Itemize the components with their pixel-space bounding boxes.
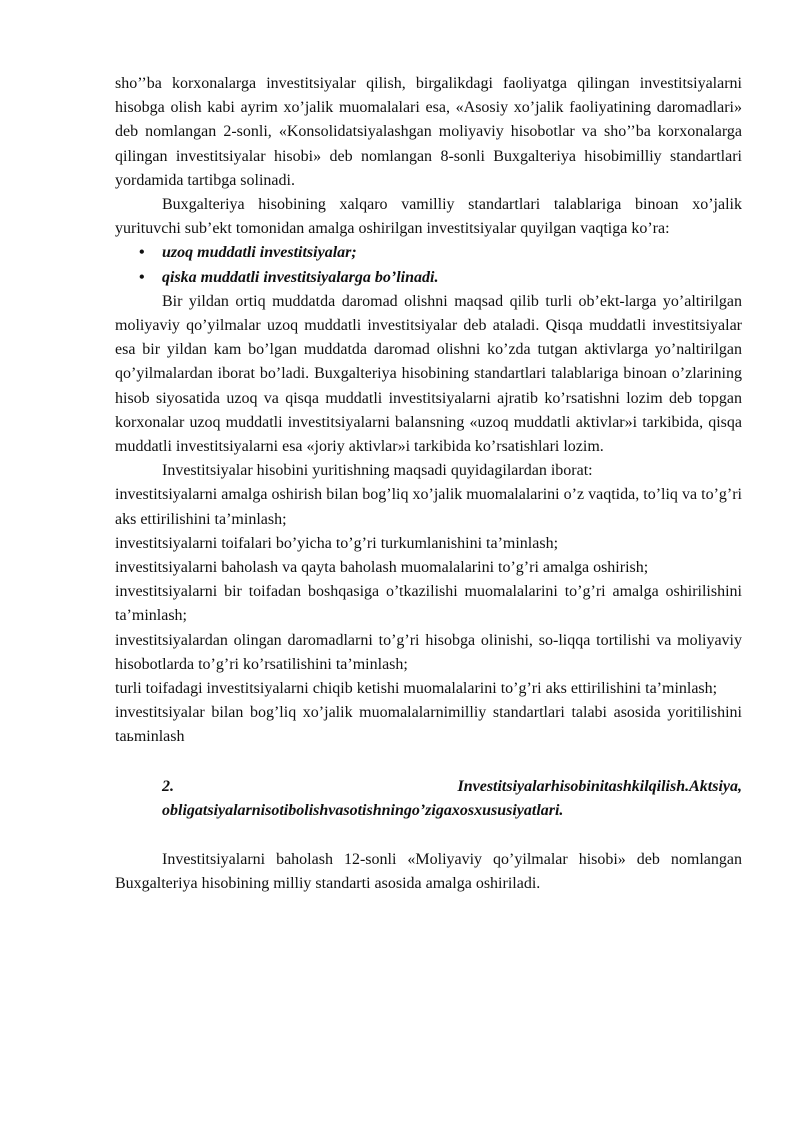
paragraph: sho’’ba korxonalarga investitsiyalar qilish, birgalikdagi faoliyatga qilingan investitsiyalarni hisobga olish kabi ayrim xo’jalik muomalalari esa, «Asosiy xo’jalik faoliyatining daromadlari» deb nomlangan 2-sonli, «Konsolidatsiyalashgan moliyaviy hisobotlar va sho’’ba korxonalarga qilingan investitsiyalar hisobi» deb nomlangan 8-sonli Buxgalteriya hisobimilliy standartlari yordamida tartibga solinadi. <box>115 75 742 189</box>
section-title-line1: Investitsiyalarhisobinitashkilqilish.Aktsiya, <box>457 777 742 795</box>
bullet-item <box>115 241 742 265</box>
section-heading <box>162 775 742 823</box>
document-page <box>115 72 742 897</box>
section-title-line2: obligatsiyalarnisotibolishvasotishningo’zigaxosxususiyatlari. <box>162 801 564 819</box>
paragraph: Buxgalteriya hisobining xalqaro vamilliy standartlari talablariga binoan xo’jalik yurituvchi sub’ekt tomonidan amalga oshirilgan investitsiyalar quyilgan vaqtiga ko’ra: <box>115 196 742 238</box>
list-item: investitsiyalardan olingan daromadlarni to’g’ri hisobga olinishi, so-liqqa tortilishi va moliyaviy hisobotlarda to’g’ri ko’rsatilishini ta’minlash; <box>115 631 742 673</box>
bullet-text: uzoq muddatli investitsiyalar; <box>162 244 357 262</box>
paragraph: Investitsiyalarni baholash 12-sonli «Moliyaviy qo’yilmalar hisobi» deb nomlangan Buxgalteriya hisobining milliy standarti asosida amalga oshiriladi. <box>115 851 742 893</box>
bullet-icon: • <box>139 268 145 286</box>
paragraph: Bir yildan ortiq muddatda daromad olishni maqsad qilib turli ob’ekt-larga yo’altirilgan moliyaviy qo’yilmalar uzoq muddatli investitsiyalar deb ataladi. Qisqa muddatli investitsiyalar esa bir yildan kam bo’lgan muddatda daromad olishni ko’zda tutgan aktivlarga yo’naltirilgan qo’yilmalardan iborat bo’ladi. Buxgalteriya hisobining standartlari talablariga binoan o’zlarining hisob siyosatida uzoq va qisqa muddatli investitsiyalarni ajratib ko’rsatishni lozim deb topgan korxonalar uzoq muddatli investitsiyalarni balansning «uzoq muddatli aktivlar»i tarkibida, qisqa muddatli investitsiyalarni esa «joriy aktivlar»i tarkibida ko’rsatishlari lozim. <box>115 292 742 456</box>
bullet-item <box>115 266 742 290</box>
list-item: investitsiyalar bilan bog’liq xo’jalik muomalalarnimilliy standartlari talabi asosida yoritilishini taьminlash <box>115 704 742 746</box>
list-item: turli toifadagi investitsiyalarni chiqib ketishi muomalalarini to’g’ri aks ettirilishini ta’minlash; <box>115 680 718 698</box>
bullet-icon: • <box>139 244 145 262</box>
list-item: investitsiyalarni toifalari bo’yicha to’g’ri turkumlanishini ta’minlash; <box>115 534 559 552</box>
section-number: 2. <box>162 777 174 795</box>
list-item: investitsiyalarni baholash va qayta baholash muomalalarini to’g’ri amalga oshirish; <box>115 559 649 577</box>
bullet-text: qiska muddatli investitsiyalarga bo’linadi. <box>162 268 439 286</box>
list-item: investitsiyalarni amalga oshirish bilan bog’liq xo’jalik muomalalarini o’z vaqtida, to’liq va to’g’ri aks ettirilishini ta’minlash; <box>115 486 742 528</box>
list-item: investitsiyalarni bir toifadan boshqasiga o’tkazilishi muomalalarini to’g’ri amalga oshirilishini ta’minlash; <box>115 583 742 625</box>
paragraph: Investitsiyalar hisobini yuritishning maqsadi quyidagilardan iborat: <box>162 462 593 480</box>
